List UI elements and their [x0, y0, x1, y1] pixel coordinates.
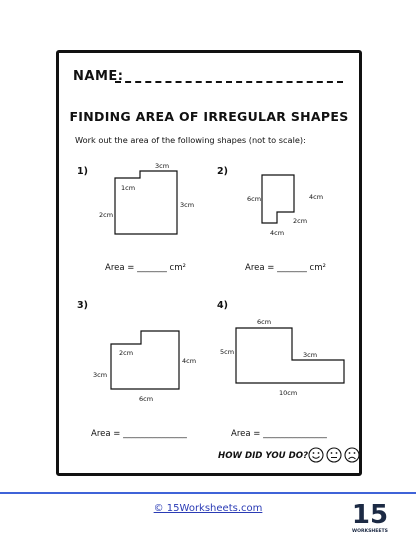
problem-1-number: 1)	[77, 166, 88, 177]
logo-text: WORKSHEETS	[352, 529, 388, 534]
sad-face-icon[interactable]	[344, 447, 360, 463]
area-answer-4[interactable]: Area = _______________	[231, 429, 327, 439]
dim-label: 2cm	[99, 211, 114, 219]
dim-label: 4cm	[182, 357, 197, 365]
dim-label: 6cm	[247, 195, 262, 203]
dim-label: 6cm	[257, 318, 272, 326]
happy-face-icon[interactable]	[308, 447, 324, 463]
name-label: NAME:	[73, 69, 124, 84]
dim-label: 2cm	[293, 217, 308, 225]
site-credit-link[interactable]: © 15Worksheets.com	[153, 503, 263, 514]
dim-label: 5cm	[220, 348, 235, 356]
dim-label: 1cm	[121, 184, 136, 192]
dim-label: 6cm	[139, 395, 154, 403]
dim-label: 10cm	[279, 389, 298, 397]
worksheets-logo	[352, 496, 388, 536]
footer-divider	[0, 492, 416, 494]
instructions: Work out the area of the following shapes (not to scale):	[75, 135, 306, 145]
logo-number: 15	[352, 500, 388, 530]
name-line[interactable]	[115, 81, 343, 83]
area-answer-2[interactable]: Area = _______ cm²	[245, 263, 326, 273]
neutral-face-icon[interactable]	[326, 447, 342, 463]
problem-3-number: 3)	[77, 300, 88, 311]
problem-2-number: 2)	[217, 166, 228, 177]
area-answer-3[interactable]: Area = _______________	[91, 429, 187, 439]
worksheet-title: FINDING AREA OF IRREGULAR SHAPES	[69, 109, 349, 124]
shape-3	[89, 329, 209, 409]
dim-label: 3cm	[93, 371, 108, 379]
area-answer-1[interactable]: Area = _______ cm²	[105, 263, 186, 273]
worksheet	[56, 50, 362, 476]
shape-2	[229, 163, 339, 253]
shape-4	[219, 315, 359, 405]
shape-1	[95, 163, 195, 243]
dim-label: 3cm	[303, 351, 318, 359]
problem-4-number: 4)	[217, 300, 228, 311]
dim-label: 4cm	[270, 229, 285, 237]
dim-label: 3cm	[180, 201, 195, 209]
feedback-label: HOW DID YOU DO?	[218, 451, 309, 461]
dim-label: 3cm	[155, 163, 170, 170]
dim-label: 2cm	[119, 349, 134, 357]
dim-label: 4cm	[309, 193, 324, 201]
